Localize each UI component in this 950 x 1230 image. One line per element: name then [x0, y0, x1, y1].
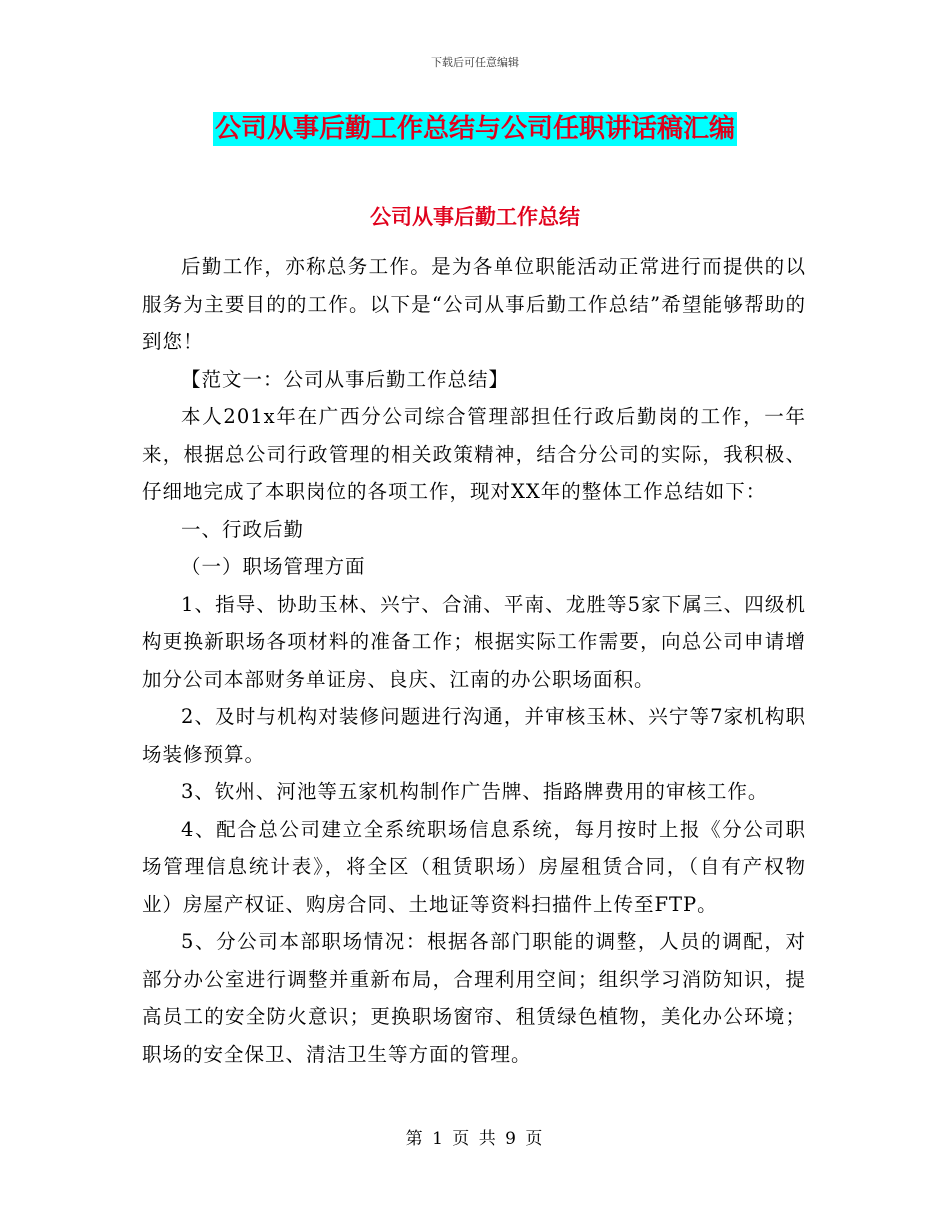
- paragraph-sample-heading: 【范文一：公司从事后勤工作总结】: [181, 367, 510, 391]
- paragraph-item-5: 5、分公司本部职场情况：根据各部门职能的调整，人员的调配，对部分办公室进行调整并重新布局，合理利用空间；组织学习消防知识，提高员工的安全防火意识；更换职场窗帘、租赁绿色植物，美化办公环境；职场的安全保卫、清洁卫生等方面的管理。: [142, 930, 806, 1066]
- page-number: 第 1 页 共 9 页: [405, 1129, 545, 1149]
- document-body: [142, 248, 806, 1073]
- paragraph-subheading-workplace: （一）职场管理方面: [181, 555, 366, 578]
- paragraph-item-4: 4、配合总公司建立全系统职场信息系统，每月按时上报《分公司职场管理信息统计表》，将全区（租赁职场）房屋租赁合同，（自有产权物业）房屋产权证、购房合同、土地证等资料扫描件上传至FTP。: [142, 817, 806, 916]
- paragraph-item-1: 1、指导、协助玉林、兴宁、合浦、平南、龙胜等5家下属三、四级机构更换新职场各项材料的准备工作；根据实际工作需要，向总公司申请增加分公司本部财务单证房、良庆、江南的办公职场面积。: [142, 592, 806, 691]
- paragraph-summary-opening: 本人201x年在广西分公司综合管理部担任行政后勤岗的工作，一年来，根据总公司行政管理的相关政策精神，结合分公司的实际，我积极、仔细地完成了本职岗位的各项工作，现对XX年的整体工作总结如下：: [142, 405, 806, 503]
- header-note: 下载后可任意编辑: [431, 56, 519, 69]
- main-title-container: [0, 112, 950, 146]
- section-title: 公司从事后勤工作总结: [370, 205, 580, 229]
- paragraph-heading-admin-logistics: 一、行政后勤: [181, 517, 305, 541]
- paragraph-item-3: 3、钦州、河池等五家机构制作广告牌、指路牌费用的审核工作。: [181, 780, 769, 803]
- main-title: 公司从事后勤工作总结与公司任职讲话稿汇编: [214, 114, 735, 144]
- paragraph-item-2: 2、及时与机构对装修问题进行沟通，并审核玉林、兴宁等7家机构职场装修预算。: [142, 705, 806, 766]
- paragraph-intro: 后勤工作，亦称总务工作。是为各单位职能活动正常进行而提供的以服务为主要目的的工作。以下是“公司从事后勤工作总结”希望能够帮助的到您！: [142, 255, 806, 353]
